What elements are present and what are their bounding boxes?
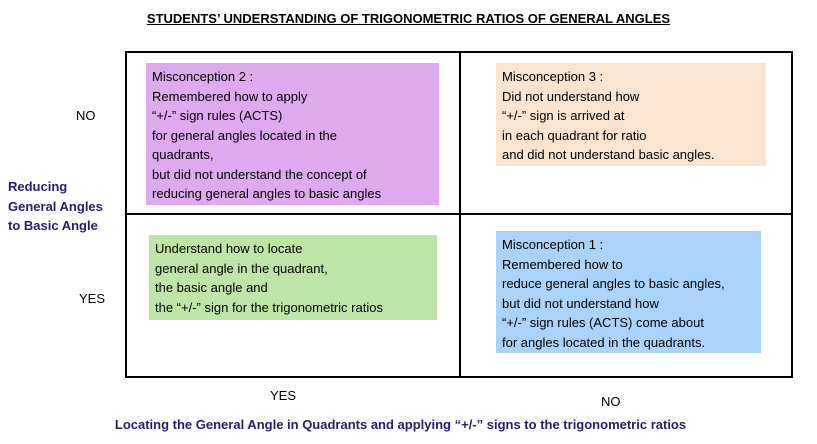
cell-line: “+/-” sign rules (ACTS) xyxy=(152,108,283,123)
cell-line: “+/-” sign rules (ACTS) come about xyxy=(502,315,704,330)
y-axis-yes-label: YES xyxy=(79,291,106,306)
cell-line: reducing general angles to basic angles xyxy=(152,186,382,201)
y-axis-label-line: to Basic Angle xyxy=(8,218,98,233)
y-axis-label xyxy=(8,177,118,236)
cell-line: general angle in the quadrant, xyxy=(155,260,328,276)
understand-box xyxy=(149,235,437,320)
misconception-3-box xyxy=(496,63,766,166)
x-axis-yes-label: YES xyxy=(270,388,297,403)
cell-line: but did not understand how xyxy=(502,295,659,311)
cell-line: quadrants, xyxy=(152,147,214,162)
cell-line: for general angles located in the xyxy=(152,127,338,143)
cell-line: Did not understand how xyxy=(502,88,640,104)
cell-line: Remembered how to xyxy=(502,256,623,272)
cell-line: Misconception 1 : xyxy=(502,237,604,252)
grid-horizontal-divider xyxy=(125,213,793,215)
y-axis-label-line: Reducing xyxy=(8,179,68,194)
y-axis-no-label: NO xyxy=(76,108,96,123)
misconception-1-box xyxy=(496,231,761,353)
cell-line: but did not understand the concept of xyxy=(152,166,367,182)
cell-line: “+/-” sign is arrived at xyxy=(502,108,625,123)
cell-line: the basic angle and xyxy=(155,280,268,295)
cell-line: Misconception 3 : xyxy=(502,69,604,84)
y-axis-label-line: General Angles xyxy=(8,198,103,214)
misconception-2-box xyxy=(146,63,439,205)
cell-line: in each quadrant for ratio xyxy=(502,127,647,143)
cell-line: for angles located in the quadrants. xyxy=(502,334,706,350)
page-title: STUDENTS’ UNDERSTANDING OF TRIGONOMETRIC RATIOS OF GENERAL ANGLES xyxy=(146,11,671,26)
cell-line: reduce general angles to basic angles, xyxy=(502,276,725,291)
cell-line: and did not understand basic angles. xyxy=(502,147,715,162)
cell-line: Misconception 2 : xyxy=(152,69,254,84)
x-axis-label: Locating the General Angle in Quadrants and applying “+/-” signs to the trigonometric ratios xyxy=(114,417,687,432)
x-axis-no-label: NO xyxy=(601,394,621,409)
cell-line: Remembered how to apply xyxy=(152,88,308,104)
cell-line: the “+/-” sign for the trigonometric ratios xyxy=(155,299,383,315)
cell-line: Understand how to locate xyxy=(155,241,303,256)
